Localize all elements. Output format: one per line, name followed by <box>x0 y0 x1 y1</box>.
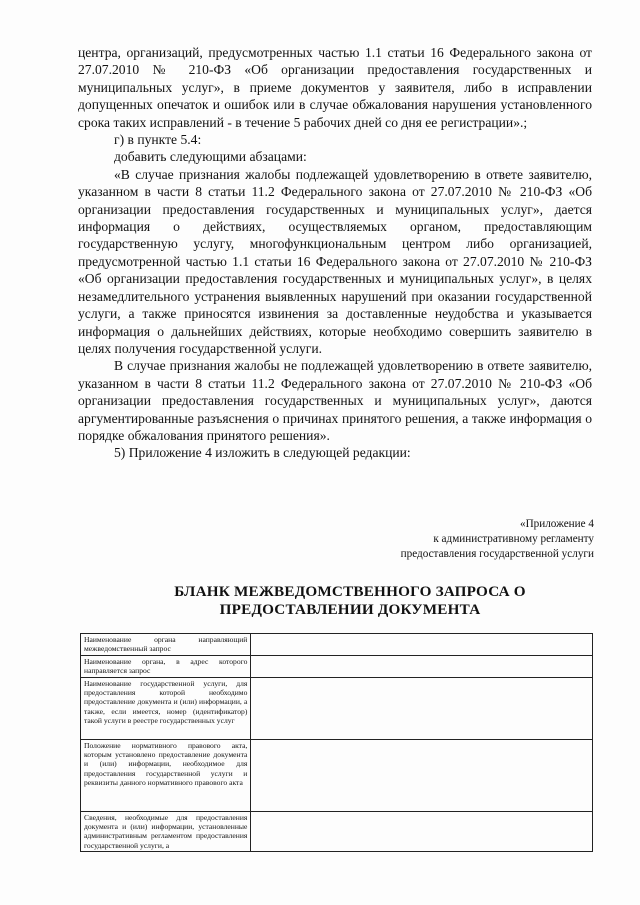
request-form-table <box>80 633 593 852</box>
form-field-value <box>251 634 593 656</box>
form-field-value <box>251 677 593 739</box>
form-title-line-1: БЛАНК МЕЖВЕДОМСТВЕННОГО ЗАПРОСА О <box>174 583 526 600</box>
form-field-label: Наименование органа направляющий межведомственный запрос <box>81 634 251 656</box>
appendix-header <box>294 517 594 562</box>
paragraph-3: добавить следующими абзацами: <box>114 149 307 165</box>
table-row <box>81 739 593 811</box>
document-body <box>78 44 592 462</box>
form-field-value <box>251 739 593 811</box>
form-field-label: Наименование государственной услуги, для предоставления которой необходимо предоставление документа и (или) информации, а также, если имеется, номер (идентификатор) такой услуги в реестре государственных услуг <box>81 677 251 739</box>
form-field-label: Наименование органа, в адрес которого направляется запрос <box>81 655 251 677</box>
form-title <box>120 583 580 619</box>
table-row <box>81 677 593 739</box>
appendix-line-3: предоставления государственной услуги <box>400 548 594 560</box>
appendix-line-1: «Приложение 4 <box>519 518 594 530</box>
table-row <box>81 655 593 677</box>
form-field-value <box>251 811 593 852</box>
form-title-line-2: ПРЕДОСТАВЛЕНИИ ДОКУМЕНТА <box>219 601 481 618</box>
table-row <box>81 634 593 656</box>
form-field-label: Положение нормативного правового акта, которым установлено предоставление документа и (или) информации, необходимое для предоставления государственной услуги и реквизиты данного нормативного правового акта <box>81 739 251 811</box>
paragraph-4: «В случае признания жалобы подлежащей удовлетворению в ответе заявителю, указанном в части 8 статьи 11.2 Федерального закона от 27.07.2010 № 210-ФЗ «Об организации предоставления государственных и муниципальных услуг», дается информация о действиях, осуществляемых органом, предоставляющим государственную услугу, многофункциональным центром либо организацией, предусмотренной частью 1.1 статьи 16 Федерального закона от 27.07.2010 № 210-ФЗ «Об организации предоставления государственных и муниципальных услуг», в целях незамедлительного устранения выявленных нарушений при оказании государственной услуги, а также приносятся извинения за доставленные неудобства и указывается информация о дальнейших действиях, которые необходимо совершить заявителю в целях получения государственной услуги. <box>78 166 592 356</box>
paragraph-2: г) в пункте 5.4: <box>114 132 202 148</box>
paragraph-1: центра, организаций, предусмотренных частью 1.1 статьи 16 Федерального закона от 27.07.2010 № 210-ФЗ «Об организации предоставления государственных и муниципальных услуг», в приеме документов у заявителя, либо в исправлении допущенных опечаток и ошибок или в случае обжалования нарушения установленного срока таких исправлений - в течение 5 рабочих дней со дня ее регистрации».; <box>78 45 592 130</box>
paragraph-5: В случае признания жалобы не подлежащей удовлетворению в ответе заявителю, указанном в части 8 статьи 11.2 Федерального закона от 27.07.2010 № 210-ФЗ «Об организации предоставления государственных и муниципальных услуг», даются аргументированные разъяснения о причинах принятого решения, а также информация о порядке обжалования принятого решения». <box>78 358 592 443</box>
form-field-label: Сведения, необходимые для предоставления документа и (или) информации, установленные административным регламентом предоставления государственной услуги, а <box>81 811 251 852</box>
form-field-value <box>251 655 593 677</box>
appendix-line-2: к административному регламенту <box>433 533 594 545</box>
table-row <box>81 811 593 852</box>
paragraph-6: 5) Приложение 4 изложить в следующей редакции: <box>114 445 411 461</box>
